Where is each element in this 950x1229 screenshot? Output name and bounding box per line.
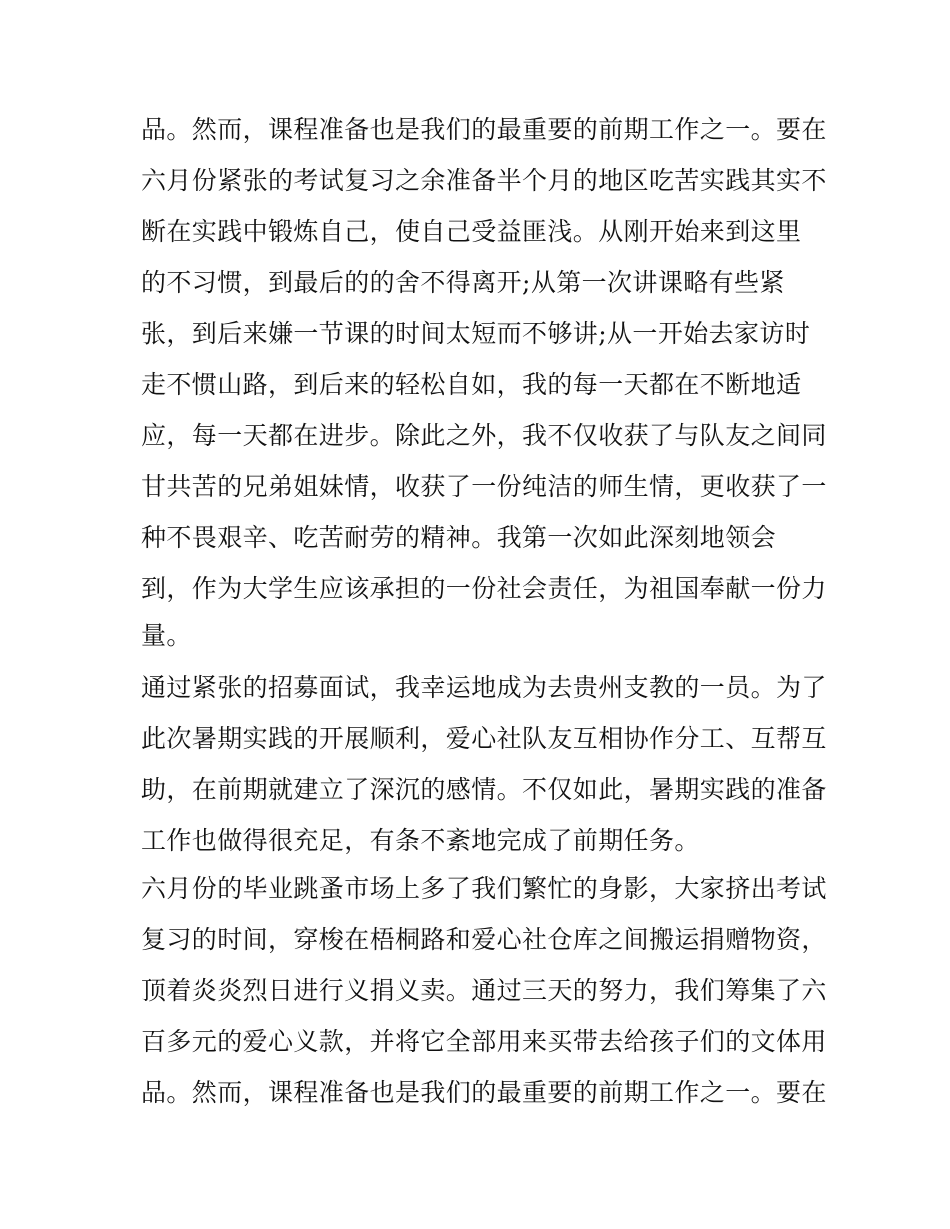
text-line: 品。然而，课程准备也是我们的最重要的前期工作之一。要在 [141, 115, 827, 144]
text-line: 助，在前期就建立了深沉的感情。不仅如此，暑期实践的准备 [141, 775, 827, 804]
text-line: 张，到后来嫌一节课的时间太短而不够讲;从一开始去家访时 [141, 319, 811, 348]
text-line: 量。 [141, 621, 192, 650]
text-line: 通过紧张的招募面试，我幸运地成为去贵州支教的一员。为了 [141, 673, 827, 702]
text-line: 走不惯山路，到后来的轻松自如，我的每一天都在不断地适 [141, 370, 802, 399]
text-line: 顶着炎炎烈日进行义捐义卖。通过三天的努力，我们筹集了六 [141, 976, 827, 1005]
text-line: 六月份的毕业跳蚤市场上多了我们繁忙的身影，大家挤出考试 [141, 874, 827, 903]
text-line: 断在实践中锻炼自己，使自己受益匪浅。从刚开始来到这里 [141, 217, 802, 246]
text-line: 甘共苦的兄弟姐妹情，收获了一份纯洁的师生情，更收获了一 [141, 472, 827, 501]
text-line: 百多元的爱心义款，并将它全部用来买带去给孩子们的文体用 [141, 1027, 827, 1056]
text-line: 品。然而，课程准备也是我们的最重要的前期工作之一。要在 [141, 1078, 827, 1107]
text-line: 工作也做得很充足，有条不紊地完成了前期任务。 [141, 826, 700, 855]
text-line: 到，作为大学生应该承担的一份社会责任，为祖国奉献一份力 [141, 574, 827, 603]
text-line: 此次暑期实践的开展顺利，爱心社队友互相协作分工、互帮互 [141, 724, 827, 753]
text-line: 复习的时间，穿梭在梧桐路和爱心社仓库之间搬运捐赠物资， [141, 925, 827, 954]
text-line: 的不习惯，到最后的的舍不得离开;从第一次讲课略有些紧 [141, 268, 785, 297]
text-line: 种不畏艰辛、吃苦耐劳的精神。我第一次如此深刻地领会 [141, 523, 777, 552]
text-line: 六月份紧张的考试复习之余准备半个月的地区吃苦实践其实不 [141, 166, 827, 195]
text-line: 应，每一天都在进步。除此之外，我不仅收获了与队友之间同 [141, 421, 827, 450]
